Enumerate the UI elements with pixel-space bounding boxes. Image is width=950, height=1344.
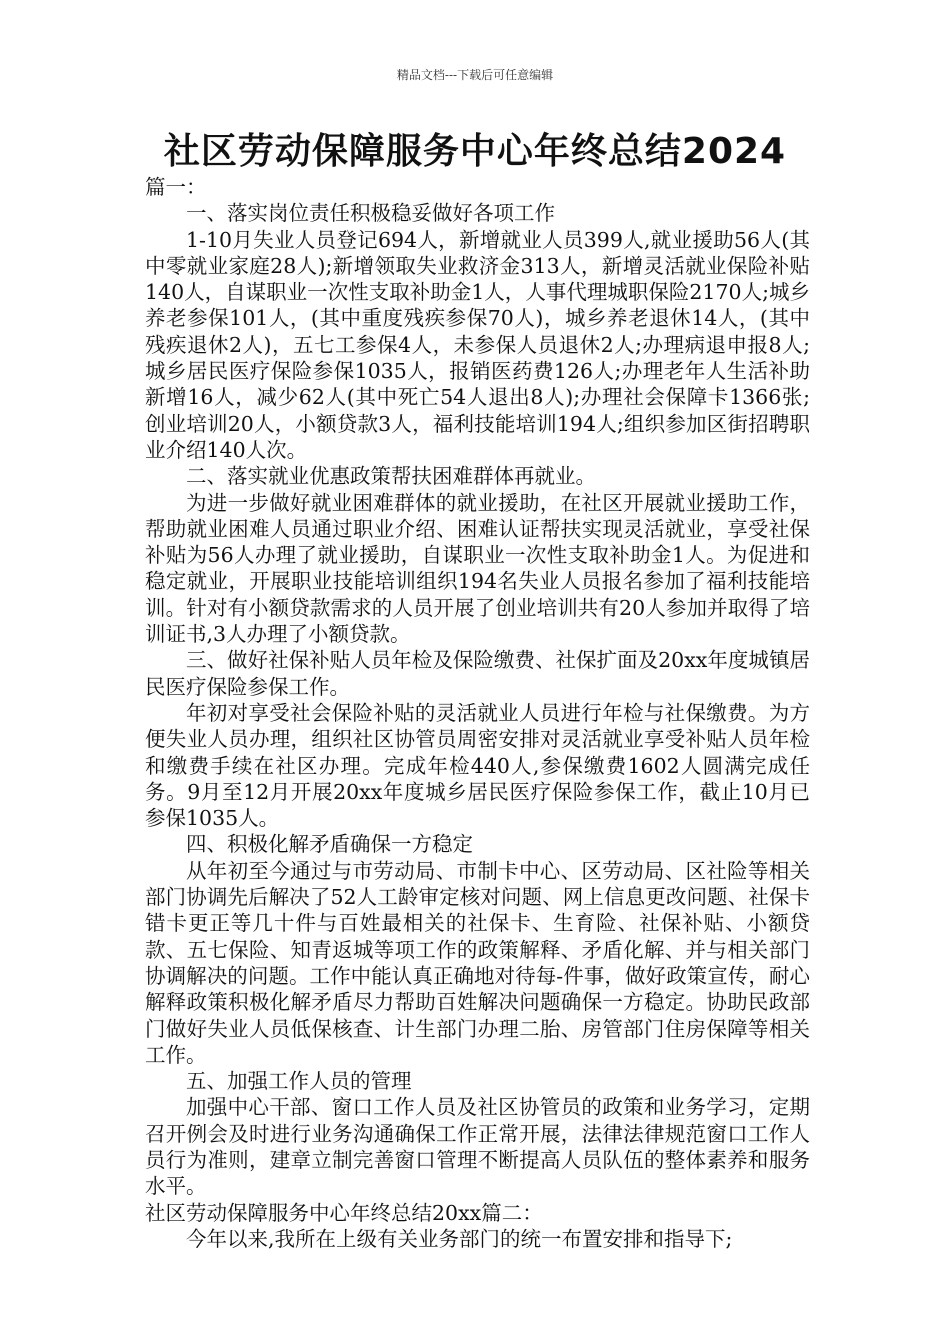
document-title: 社区劳动保障服务中心年终总结2024 <box>163 131 787 172</box>
paragraph: 篇一： <box>145 175 207 199</box>
paragraph: 一、落实岗位责任积极稳妥做好各项工作 <box>186 201 555 226</box>
paragraph: 四、积极化解矛盾确保一方稳定 <box>186 832 473 857</box>
paragraph: 加强中心干部、窗口工作人员及社区协管员的政策和业务学习，定期召开例会及时进行业务沟通确保工作正常开展，法律法律规范窗口工作人员行为准则，建章立制完善窗口管理不断提高人员队伍的整体素养和服务水平。 <box>145 1095 810 1199</box>
paragraph: 为进一步做好就业困难群体的就业援助，在社区开展就业援助工作，帮助就业困难人员通过职业介绍、困难认证帮扶实现灵活就业，享受社保补贴为56人办理了就业援助，自谋职业一次性支取补助金1人。为促进和稳定就业，开展职业技能培训组织194名失业人员报名参加了福利技能培训。针对有小额贷款需求的人员开展了创业培训共有20人参加并取得了培训证书,3人办理了小额贷款。 <box>145 490 810 647</box>
paragraph: 社区劳动保障服务中心年终总结20xx篇二： <box>145 1200 543 1225</box>
document-body <box>145 174 810 1252</box>
paragraph: 二、落实就业优惠政策帮扶困难群体再就业。 <box>186 464 596 489</box>
paragraph: 1-10月失业人员登记694人，新增就业人员399人,就业援助56人(其中零就业家庭28人);新增领取失业救济金313人，新增灵活就业保险补贴140人，自谋职业一次性支取补助金1人，人事代理城职保险2170人;城乡养老参保101人，(其中重度残疾参保70人)，城乡养老退休14人，(其中残疾退休2人)，五七工参保4人，未参保人员退休2人;办理病退申报8人;城乡居民医疗保险参保1035人，报销医药费126人;办理老年人生活补助新增16人，减少62人(其中死亡54人退出8人);办理社会保障卡1366张;创业培训20人，小额贷款3人，福利技能培训194人;组织参加区街招聘职业介绍140人次。 <box>145 227 810 462</box>
paragraph: 五、加强工作人员的管理 <box>186 1069 412 1094</box>
paragraph: 从年初至今通过与市劳动局、市制卡中心、区劳动局、区社险等相关部门协调先后解决了52人工龄审定核对问题、网上信息更改问题、社保卡错卡更正等几十件与百姓最相关的社保卡、生育险、社保补贴、小额贷款、五七保险、知青返城等项工作的政策解释、矛盾化解、并与相关部门协调解决的问题。工作中能认真正确地对待每-件事，做好政策宣传，耐心解释政策积极化解矛盾尽力帮助百姓解决问题确保一方稳定。协助民政部门做好失业人员低保核查、计生部门办理二胎、房管部门住房保障等相关工作。 <box>145 858 810 1067</box>
page-header: 精品文档---下载后可任意编辑 <box>396 68 554 82</box>
paragraph: 三、做好社保补贴人员年检及保险缴费、社保扩面及20xx年度城镇居民医疗保险参保工作。 <box>145 648 810 699</box>
paragraph: 今年以来,我所在上级有关业务部门的统一布置安排和指导下; <box>186 1226 733 1251</box>
paragraph: 年初对享受社会保险补贴的灵活就业人员进行年检与社保缴费。为方便失业人员办理，组织社区协管员周密安排对灵活就业享受补贴人员年检和缴费手续在社区办理。完成年检440人,参保缴费1602人圆满完成任务。9月至12月开展20xx年度城乡居民医疗保险参保工作，截止10月已参保1035人。 <box>145 700 810 831</box>
